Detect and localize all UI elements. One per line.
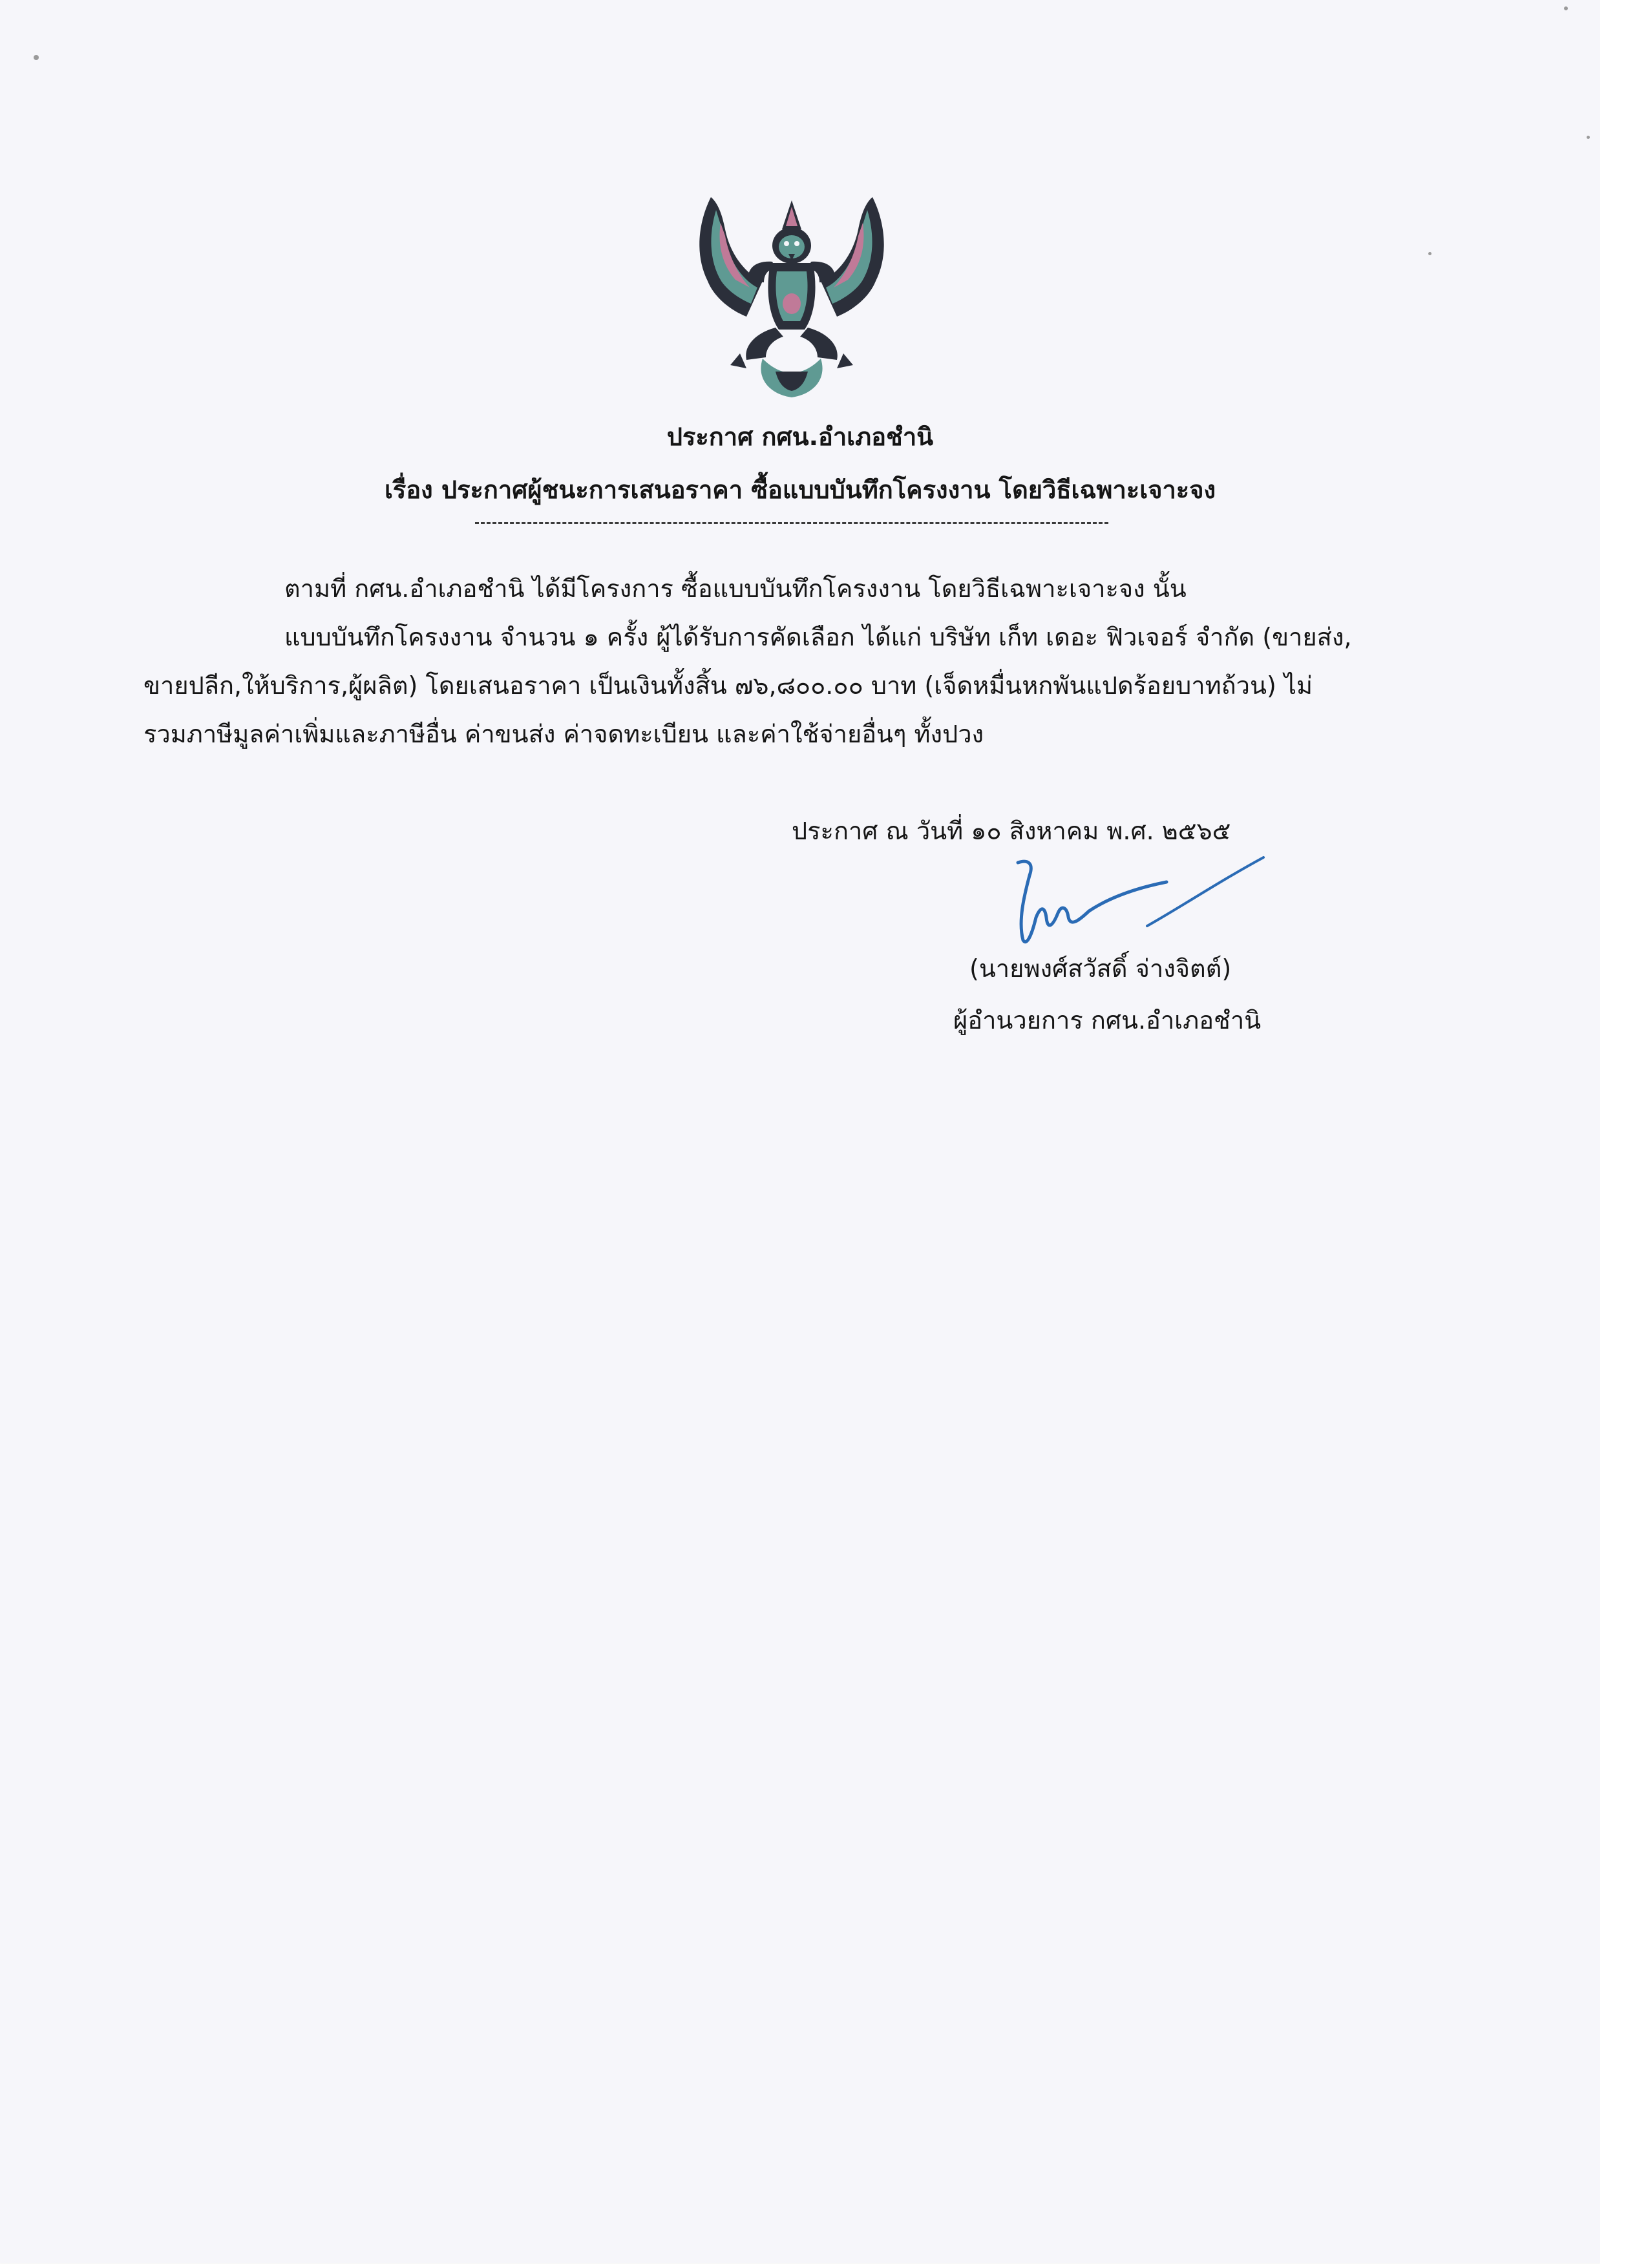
announcement-title: ประกาศ กศน.อำเภอชำนิ (666, 423, 934, 451)
body-line: ตามที่ กศน.อำเภอชำนิ ได้มีโครงการ ซื้อแบบบันทึกโครงงาน โดยวิธีเฉพาะเจาะจง นั้น (284, 574, 1187, 603)
body-line: รวมภาษีมูลค่าเพิ่มและภาษีอื่น ค่าขนส่ง ค่าจดทะเบียน และค่าใช้จ่ายอื่นๆ ทั้งปวง (143, 720, 984, 748)
body-line: ขายปลีก,ให้บริการ,ผู้ผลิต) โดยเสนอราคา เป็นเงินทั้งสิ้น ๗๖,๘๐๐.๐๐ บาท (เจ็ดหมื่นหกพันแปดร้อยบาทถ้วน) ไม่ (143, 671, 1313, 700)
garuda-emblem-icon (685, 184, 898, 404)
announcement-date: ประกาศ ณ วันที่ ๑๐ สิงหาคม พ.ศ. ๒๕๖๕ (792, 817, 1231, 845)
signer-name: (นายพงศ์สวัสดิ์ จ่างจิตต์) (969, 954, 1232, 983)
paper-speck (34, 55, 39, 60)
signer-position: ผู้อำนวยการ กศน.อำเภอชำนิ (953, 1006, 1262, 1034)
title-divider (475, 522, 1108, 524)
announcement-subject: เรื่อง ประกาศผู้ชนะการเสนอราคา ซื้อแบบบันทึกโครงงาน โดยวิธีเฉพาะเจาะจง (384, 476, 1216, 504)
signature-icon (998, 850, 1270, 960)
scan-margin (1600, 0, 1648, 2268)
paper-speck (1587, 136, 1590, 139)
paper-speck (1564, 6, 1568, 10)
body-line: แบบบันทึกโครงงาน จำนวน ๑ ครั้ง ผู้ได้รับการคัดเลือก ได้แก่ บริษัท เก็ท เดอะ ฟิวเจอร์ จำกัด (ขายส่ง, (284, 623, 1352, 651)
paper-speck (1428, 252, 1431, 255)
